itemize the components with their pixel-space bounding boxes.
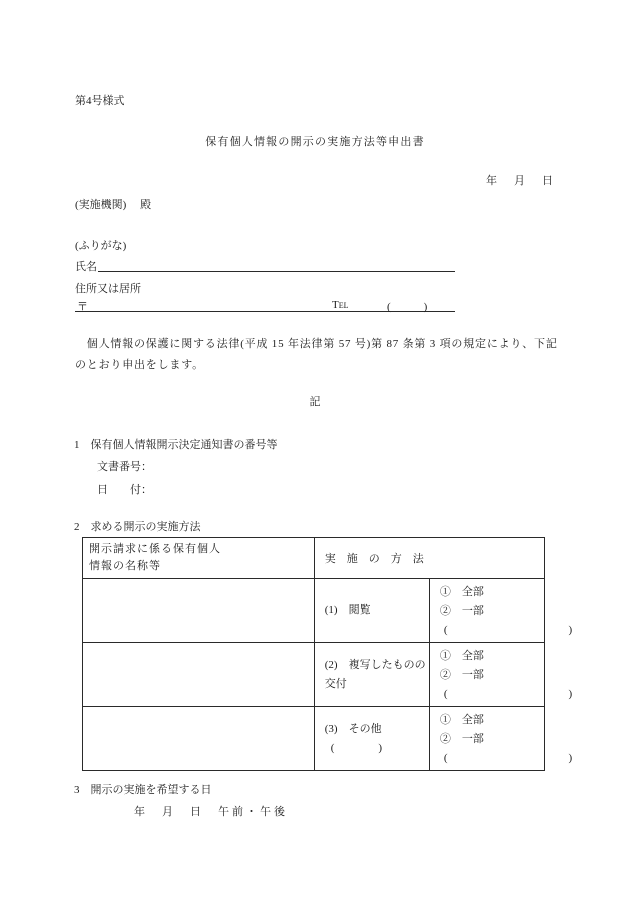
- name-entry-cell: [83, 643, 315, 707]
- scope-option-all: ① 全部: [439, 586, 484, 598]
- form-number: 第4号様式: [75, 95, 125, 107]
- method-label: (3) その他: [324, 722, 382, 735]
- scope-option-all: ① 全部: [439, 714, 484, 726]
- method-label: (2) 複写したものの交付: [324, 658, 426, 690]
- scope-cell: [429, 707, 573, 771]
- section1-heading: 1 保有個人情報開示決定通知書の番号等: [74, 439, 278, 451]
- table-header-name-line1: 開示請求に係る保有個人: [89, 543, 221, 555]
- section3-heading: 3 開示の実施を希望する日: [74, 784, 212, 796]
- tel-label: Tel: [332, 299, 349, 311]
- tel-parens: ( ): [387, 301, 428, 313]
- table-header-name-line2: 情報の名称等: [89, 560, 161, 572]
- method-label: (1) 閲覧: [324, 604, 371, 616]
- address-label: 住所又は居所: [75, 283, 141, 295]
- scope-option-part: ② 一部: [439, 669, 484, 681]
- section2-heading: 2 求める開示の実施方法: [74, 521, 201, 533]
- table-row-etsuran: [83, 579, 545, 643]
- section3-date-line: 年 月 日 午前・午後: [134, 806, 288, 818]
- postal-mark: 〒: [77, 301, 88, 313]
- body-paragraph-line2: のとおり申出をします。: [75, 359, 204, 371]
- disclosure-method-table: [82, 537, 573, 771]
- name-label: 氏名: [75, 261, 97, 273]
- date-label: 日 付：: [97, 484, 152, 496]
- table-header-name: [83, 538, 315, 579]
- body-paragraph-line1: 個人情報の保護に関する法律(平成 15 年法律第 57 号)第 87 条第 3 項の規定により、下記: [75, 338, 558, 350]
- name-entry-cell: [83, 707, 315, 771]
- page-title: 保有個人情報の開示の実施方法等申出書: [205, 136, 425, 148]
- scope-cell: [429, 579, 573, 643]
- method-paren: ( ): [330, 741, 383, 754]
- scope-option-all: ① 全部: [439, 650, 484, 662]
- scope-option-part: ② 一部: [439, 733, 484, 745]
- name-entry-cell: [83, 579, 315, 643]
- scope-option-part: ② 一部: [439, 605, 484, 617]
- scope-paren: ( ): [443, 624, 573, 636]
- furigana-label: (ふりがな): [75, 240, 127, 252]
- method-cell: [314, 707, 429, 771]
- method-cell: [314, 643, 429, 707]
- ki-heading: 記: [309, 396, 321, 408]
- method-cell: [314, 579, 429, 643]
- table-header-method: 実 施 の 方 法: [314, 538, 544, 579]
- scope-cell: [429, 643, 573, 707]
- doc-number-label: 文書番号：: [97, 461, 152, 473]
- table-row-sonota: [83, 707, 545, 771]
- postal-address-field: [75, 298, 455, 312]
- recipient-line: (実施機関) 殿: [75, 199, 152, 211]
- table-row-fukusha: [83, 643, 545, 707]
- scope-paren: ( ): [443, 688, 573, 700]
- issue-date-line: 年 月 日: [486, 175, 556, 187]
- scope-paren: ( ): [443, 752, 573, 764]
- name-underline-field: [98, 258, 455, 272]
